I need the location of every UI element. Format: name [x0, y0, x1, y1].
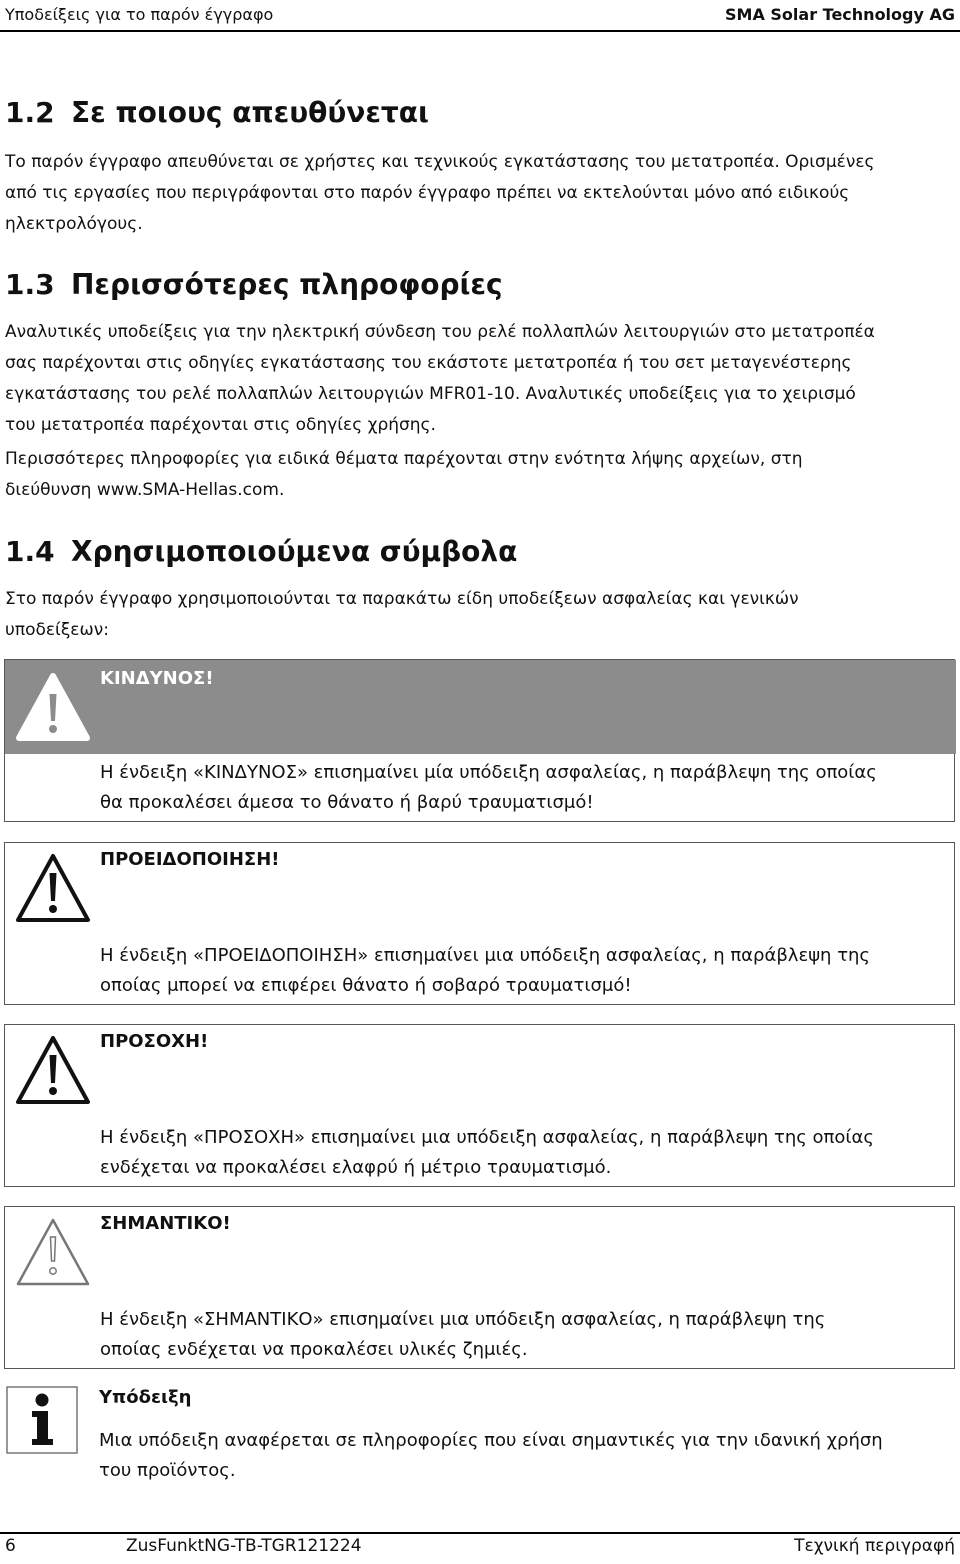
section-1-3-paragraph-2 [5, 444, 960, 506]
text-line: εγκατάστασης του ρελέ πολλαπλών λειτουργιών MFR01-10. Αναλυτικές υποδείξεις για το χειρισμό [5, 384, 856, 404]
header-rule [0, 30, 960, 32]
document-type: Τεχνική περιγραφή [794, 1536, 955, 1556]
info-title: Υπόδειξη [99, 1387, 192, 1408]
warning-triangle-icon [12, 668, 94, 746]
text-line: του προϊόντος. [99, 1460, 236, 1481]
text-line: Το παρόν έγγραφο απευθύνεται σε χρήστες και τεχνικούς εγκατάστασης του μετατροπέα. Ορισμένες [5, 152, 875, 172]
text-line: Η ένδειξη «ΠΡΟΣΟΧΗ» επισημαίνει μια υπόδειξη ασφαλείας, η παράβλεψη της οποίας [100, 1127, 874, 1148]
notice-title: ΣΗΜΑΝΤΙΚΟ! [100, 1213, 231, 1234]
text-line: Στο παρόν έγγραφο χρησιμοποιούνται τα παρακάτω είδη υποδείξεων ασφαλείας και γενικών [5, 589, 799, 609]
notice-notice-box [4, 1206, 955, 1369]
text-line: διεύθυνση www.SMA-Hellas.com. [5, 480, 285, 500]
danger-notice-box [4, 659, 955, 822]
warning-triangle-icon [12, 849, 94, 927]
warning-title: ΠΡΟΕΙΔΟΠΟΙΗΣΗ! [100, 849, 280, 870]
warning-triangle-icon [12, 1031, 94, 1109]
section-title: Χρησιμοποιούμενα σύμβολα [71, 535, 518, 568]
text-line: υποδείξεων: [5, 620, 109, 640]
text-line: Αναλυτικές υποδείξεις για την ηλεκτρική σύνδεση του ρελέ πολλαπλών λειτουργιών στο μετατροπέα [5, 322, 875, 342]
notice-text [100, 1305, 950, 1365]
caution-notice-box [4, 1024, 955, 1187]
section-title: Περισσότερες πληροφορίες [71, 268, 503, 301]
page-number: 6 [5, 1536, 16, 1556]
document-code: ZusFunktNG-TB-TGR121224 [126, 1536, 362, 1556]
text-line: Η ένδειξη «ΚΙΝΔΥΝΟΣ» επισημαίνει μία υπόδειξη ασφαλείας, η παράβλεψη της οποίας [100, 762, 877, 783]
text-line: από τις εργασίες που περιγράφονται στο παρόν έγγραφο πρέπει να εκτελούνται μόνο από ειδικούς [5, 183, 850, 203]
section-1-2-paragraph [5, 147, 960, 240]
text-line: ενδέχεται να προκαλέσει ελαφρύ ή μέτριο τραυματισμό. [100, 1157, 612, 1178]
running-header-right: SMA Solar Technology AG [725, 5, 955, 24]
text-line: οποίας μπορεί να επιφέρει θάνατο ή σοβαρό τραυματισμό! [100, 975, 632, 996]
text-line: Η ένδειξη «ΠΡΟΕΙΔΟΠΟΙΗΣΗ» επισημαίνει μια υπόδειξη ασφαλείας, η παράβλεψη της [100, 945, 871, 966]
text-line: οποίας ενδέχεται να προκαλέσει υλικές ζημιές. [100, 1339, 528, 1360]
caution-text [100, 1123, 950, 1183]
section-heading-1-3 [5, 268, 503, 301]
notice-triangle-icon [12, 1213, 94, 1291]
footer-rule [0, 1532, 960, 1534]
warning-notice-box [4, 842, 955, 1005]
section-number: 1.4 [5, 535, 55, 568]
info-icon [6, 1386, 78, 1454]
running-header-left: Υποδείξεις για το παρόν έγγραφο [5, 5, 274, 24]
text-line: Η ένδειξη «ΣΗΜΑΝΤΙΚΟ» επισημαίνει μια υπόδειξη ασφαλείας, η παράβλεψη της [100, 1309, 826, 1330]
text-line: ηλεκτρολόγους. [5, 214, 143, 234]
section-heading-1-2 [5, 96, 429, 129]
section-title: Σε ποιους απευθύνεται [71, 96, 429, 129]
danger-text [100, 758, 950, 818]
text-line: Περισσότερες πληροφορίες για ειδικά θέματα παρέχονται στην ενότητα λήψης αρχείων, στη [5, 449, 803, 469]
section-1-4-paragraph [5, 584, 960, 646]
text-line: θα προκαλέσει άμεσα το θάνατο ή βαρύ τραυματισμό! [100, 792, 594, 813]
caution-title: ΠΡΟΣΟΧΗ! [100, 1031, 209, 1052]
section-heading-1-4 [5, 535, 517, 568]
info-text [99, 1426, 949, 1486]
text-line: σας παρέχονται στις οδηγίες εγκατάστασης του εκάστοτε μετατροπέα ή του σετ μεταγενέστερης [5, 353, 852, 373]
warning-text [100, 941, 950, 1001]
danger-title: ΚΙΝΔΥΝΟΣ! [100, 668, 214, 689]
section-1-3-paragraph-1 [5, 317, 960, 441]
text-line: Μια υπόδειξη αναφέρεται σε πληροφορίες που είναι σημαντικές για την ιδανική χρήση [99, 1430, 883, 1451]
section-number: 1.3 [5, 268, 55, 301]
section-number: 1.2 [5, 96, 55, 129]
text-line: του μετατροπέα παρέχονται στις οδηγίες χρήσης. [5, 415, 436, 435]
